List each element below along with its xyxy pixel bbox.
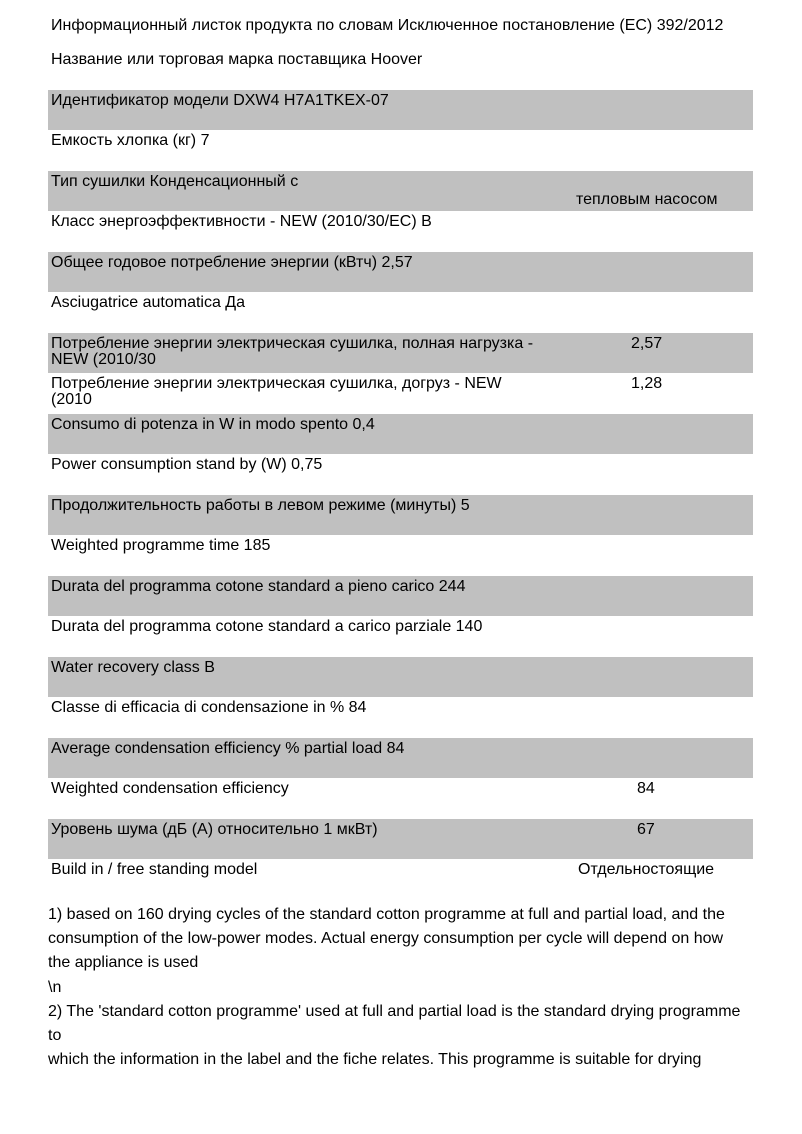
row-label: Durata del programma cotone standard a pieno carico 244 [51,577,466,595]
row-full-load-duration [48,576,753,617]
row-supplier [48,49,753,90]
row-label: Потребление энергии электрическая сушилка, полная нагрузка - NEW (2010/30 [51,334,534,368]
row-label: Общее годовое потребление энергии (кВтч) 2,57 [51,253,413,271]
row-avg-condensation-partial [48,738,753,779]
row-label: Consumo di potenza in W in modo spento 0,4 [51,415,375,433]
footnote-line: consumption of the low-power modes. Actual energy consumption per cycle will depend on how [48,930,724,948]
row-label: Power consumption stand by (W) 0,75 [51,456,323,473]
row-cotton-capacity [48,130,753,171]
row-noise-level [48,819,753,860]
row-label: Потребление энергии электрическая сушилка, догруз - NEW (2010 [51,375,502,408]
row-energy-partial-load [48,373,753,414]
row-water-recovery-class [48,657,753,698]
footnote-line: which the information in the label and the fiche relates. This programme is suitable for drying [48,1051,702,1069]
row-energy-class [48,211,753,252]
row-energy-full-load [48,333,753,374]
row-label: Weighted programme time 185 [51,537,271,554]
row-label: Durata del programma cotone standard a carico parziale 140 [51,618,483,635]
footnotes [48,903,758,1072]
row-installation-type [48,859,753,900]
row-model-id [48,90,753,131]
footnote-line: the appliance is used [48,954,199,972]
row-label: Weighted condensation efficiency [51,780,289,797]
row-label: Build in / free standing model [51,861,258,878]
row-annual-energy [48,252,753,293]
row-value: тепловым насосом [576,190,718,208]
row-partial-load-duration [48,616,753,657]
footnote-line: to [48,1027,62,1045]
row-label: Classe di efficacia di condensazione in % 84 [51,699,367,716]
row-weighted-programme-time [48,535,753,576]
row-value: 67 [637,820,655,838]
row-value: 84 [637,780,655,797]
product-fiche-table [48,49,753,900]
row-dryer-type [48,171,753,212]
footnote-line: \n [48,978,62,996]
row-label: Water recovery class B [51,658,215,676]
row-label: Название или торговая марка поставщика Hoover [51,51,423,68]
footnote-line: 1) based on 160 drying cycles of the standard cotton programme at full and partial load, and the [48,906,725,923]
row-label: Тип сушилки Конденсационный с [51,172,299,190]
row-weighted-condensation [48,778,753,819]
row-label: Емкость хлопка (кг) 7 [51,132,210,149]
row-condensation-class [48,697,753,738]
row-label: Уровень шума (дБ (A) относительно 1 мкВт) [51,820,378,838]
row-label: Asciugatrice automatica Да [51,294,246,311]
row-left-on-duration [48,495,753,536]
document-title: Информационный листок продукта по словам Исключенное постановление (EC) 392/2012 [51,17,724,34]
row-off-mode-power [48,414,753,455]
row-label: Класс энергоэффективности - NEW (2010/30/EC) B [51,213,432,230]
footnote-line: 2) The 'standard cotton programme' used at full and partial load is the standard drying programme [48,1002,741,1020]
row-label: Average condensation efficiency % partial load 84 [51,739,405,757]
row-label: Продолжительность работы в левом режиме (минуты) 5 [51,496,470,514]
row-standby-power [48,454,753,495]
row-label: Идентификатор модели DXW4 H7A1TKEX-07 [51,91,389,109]
row-value: 2,57 [631,334,663,352]
row-automatic-dryer [48,292,753,333]
row-value: 1,28 [631,375,663,392]
row-value: Отдельностоящие [578,861,715,878]
